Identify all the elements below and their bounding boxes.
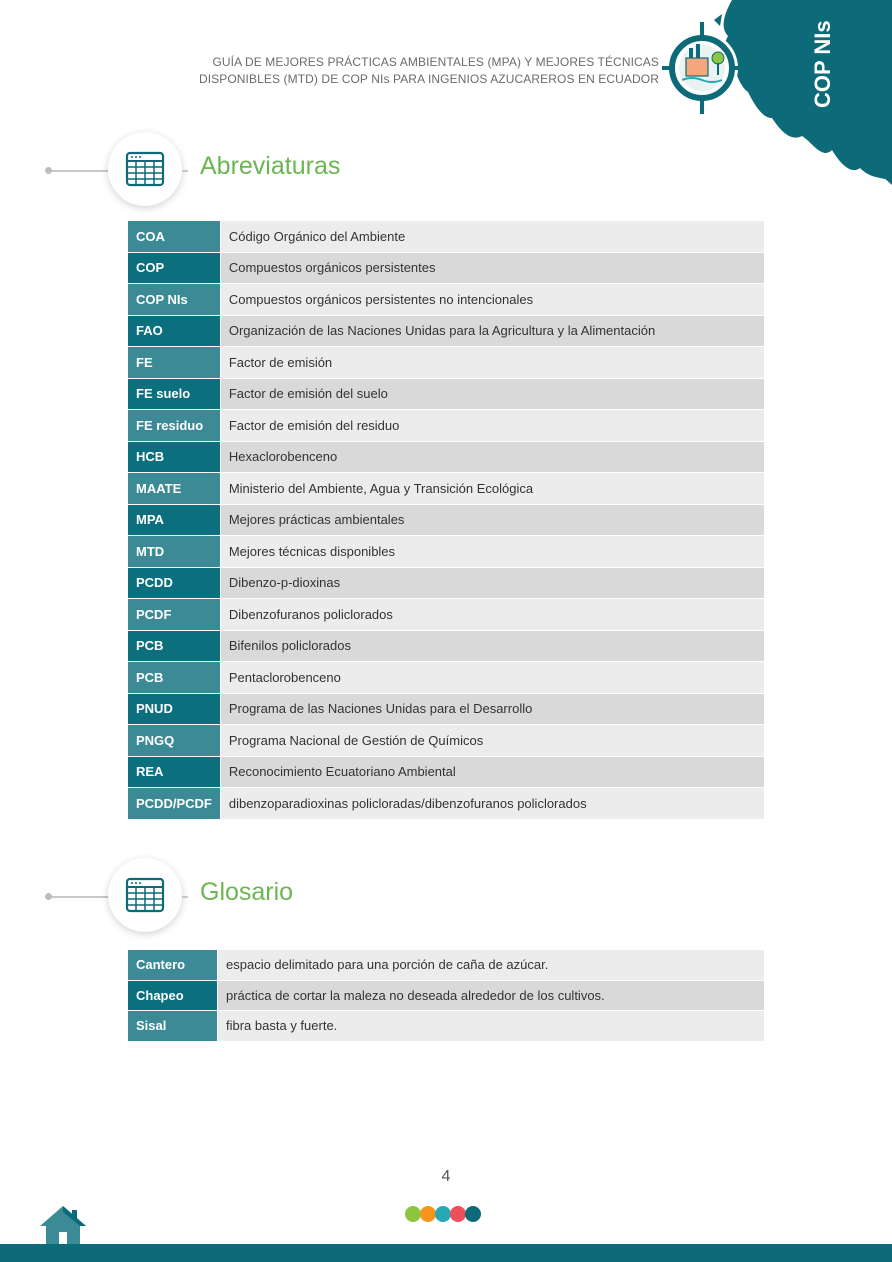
calendar-table-icon [125,875,165,915]
term-cell: FAO [128,316,220,348]
term-cell: PCB [128,662,220,694]
footer-bar [0,1244,892,1262]
term-cell: MTD [128,536,220,568]
definition-cell: Factor de emisión [220,347,764,379]
glossary-table [128,950,764,1042]
table-row [128,694,764,726]
glossary-title: Glosario [200,878,294,906]
table-row [128,725,764,757]
section-connector-line [49,170,109,172]
table-row [128,410,764,442]
table-row [128,788,764,820]
color-dot [405,1206,421,1222]
table-row [128,379,764,411]
section-title-tick [182,170,188,172]
definition-cell: práctica de cortar la maleza no deseada alrededor de los cultivos. [217,981,764,1012]
term-cell: FE [128,347,220,379]
definition-cell: Factor de emisión del residuo [220,410,764,442]
header-line-2: DISPONIBLES (MTD) DE COP NIs PARA INGENIOS AZUCAREROS EN ECUADOR [198,72,659,86]
definition-cell: Pentaclorobenceno [220,662,764,694]
section-icon-badge [108,858,182,932]
abbreviations-table [128,221,764,820]
definition-cell: Dibenzofuranos policlorados [220,599,764,631]
table-row [128,1011,764,1042]
definition-cell: Bifenilos policlorados [220,631,764,663]
term-cell: Sisal [128,1011,217,1042]
table-row [128,757,764,789]
definition-cell: Mejores prácticas ambientales [220,505,764,537]
table-row [128,981,764,1012]
color-dot [450,1206,466,1222]
term-cell: PCDD/PCDF [128,788,220,820]
svg-text:COP NIs: COP NIs [810,20,835,108]
color-dot [465,1206,481,1222]
table-row [128,347,764,379]
abbreviations-title: Abreviaturas [200,152,341,180]
home-icon[interactable] [38,1202,88,1246]
term-cell: REA [128,757,220,789]
definition-cell: Ministerio del Ambiente, Agua y Transición Ecológica [220,473,764,505]
definition-cell: Compuestos orgánicos persistentes [220,253,764,285]
section-icon-badge [108,132,182,206]
term-cell: MPA [128,505,220,537]
calendar-table-icon [125,149,165,189]
table-row [128,662,764,694]
glossary-section-header [0,858,892,938]
page-number: 4 [441,1168,451,1185]
term-cell: PNGQ [128,725,220,757]
table-row [128,568,764,600]
definition-cell: Programa Nacional de Gestión de Químicos [220,725,764,757]
table-row [128,631,764,663]
definition-cell: fibra basta y fuerte. [217,1011,764,1042]
section-connector-dot [45,167,52,174]
table-row [128,536,764,568]
term-cell: FE residuo [128,410,220,442]
term-cell: COP NIs [128,284,220,316]
term-cell: Chapeo [128,981,217,1012]
definition-cell: espacio delimitado para una porción de caña de azúcar. [217,950,764,981]
definition-cell: Dibenzo-p-dioxinas [220,568,764,600]
definition-cell: dibenzoparadioxinas policloradas/dibenzofuranos policlorados [220,788,764,820]
table-row [128,505,764,537]
term-cell: HCB [128,442,220,474]
section-title-tick [182,896,188,898]
cop-nis-badge [808,20,838,112]
term-cell: MAATE [128,473,220,505]
table-row [128,442,764,474]
abbreviations-section-header [0,132,892,212]
definition-cell: Compuestos orgánicos persistentes no intencionales [220,284,764,316]
table-row [128,473,764,505]
table-row [128,253,764,285]
table-row [128,950,764,981]
term-cell: FE suelo [128,379,220,411]
definition-cell: Hexaclorobenceno [220,442,764,474]
term-cell: PNUD [128,694,220,726]
definition-cell: Factor de emisión del suelo [220,379,764,411]
definition-cell: Código Orgánico del Ambiente [220,221,764,253]
document-header [199,54,659,88]
color-dot [420,1206,436,1222]
section-connector-dot [45,893,52,900]
table-row [128,221,764,253]
definition-cell: Reconocimiento Ecuatoriano Ambiental [220,757,764,789]
color-dot [435,1206,451,1222]
table-row [128,284,764,316]
term-cell: PCB [128,631,220,663]
definition-cell: Mejores técnicas disponibles [220,536,764,568]
color-dots [405,1206,495,1222]
definition-cell: Organización de las Naciones Unidas para la Agricultura y la Alimentación [220,316,764,348]
term-cell: COA [128,221,220,253]
table-row [128,316,764,348]
term-cell: COP [128,253,220,285]
table-row [128,599,764,631]
section-connector-line [49,896,109,898]
header-line-1: GUÍA DE MEJORES PRÁCTICAS AMBIENTALES (MPA) Y MEJORES TÉCNICAS [212,55,659,69]
term-cell: Cantero [128,950,217,981]
term-cell: PCDD [128,568,220,600]
term-cell: PCDF [128,599,220,631]
definition-cell: Programa de las Naciones Unidas para el Desarrollo [220,694,764,726]
